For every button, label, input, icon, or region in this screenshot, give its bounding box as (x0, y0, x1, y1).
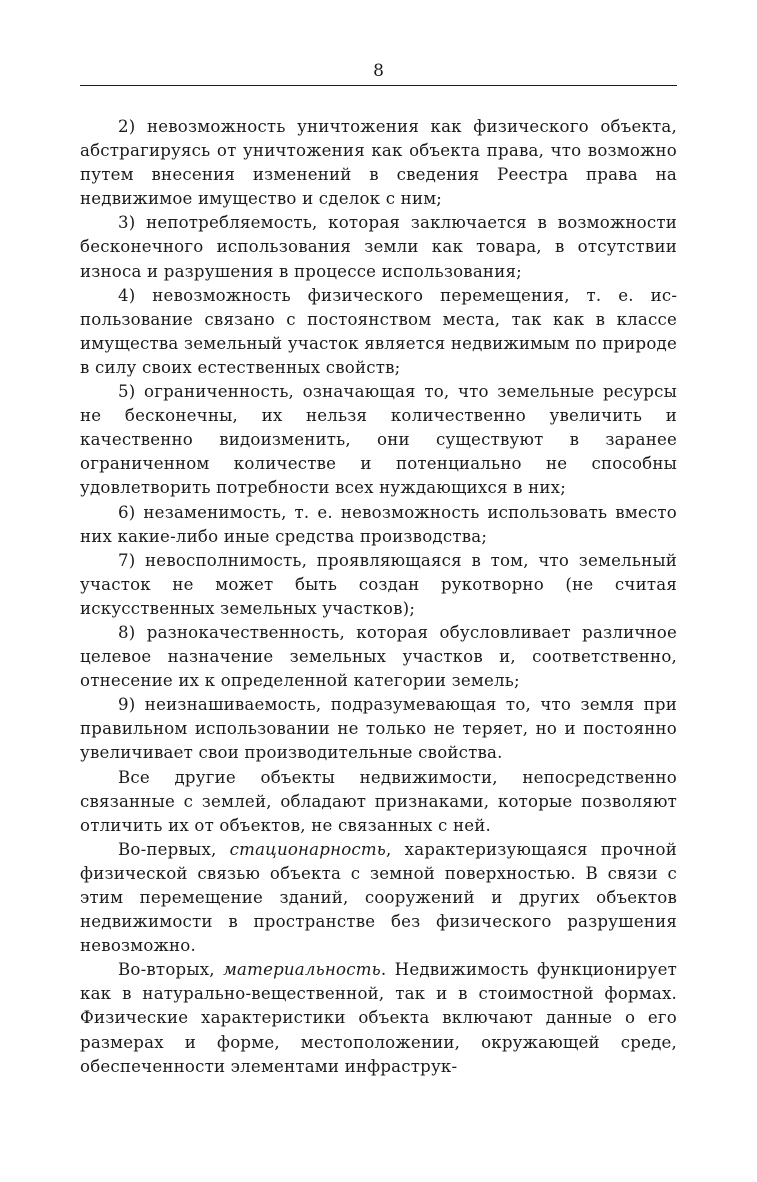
paragraph-item-6: 6) незаменимость, т. е. невозможность использовать вместо них какие-либо иные средства производства; (80, 502, 677, 546)
paragraph-other-objects: Все другие объекты недвижимости, непосредственно связанные с землей, обладают признаками, которые позволяют отличить их от объектов, не связанных с ней. (80, 767, 677, 835)
materiality-term: материальность (223, 960, 381, 980)
stationarity-rest: , характеризующаяся прочной физической связью объекта с земной поверхностью. В связи с этим перемещение зданий, сооружений и других объектов недвижимости в пространстве без физического разрушения невозможно. (80, 839, 678, 956)
paragraph-item-9: 9) неизнашиваемость, подразумевающая то, что земля при правильном использовании не только не теряет, но и постоянно увеличивает свои производительные свойства. (80, 695, 677, 763)
paragraph-item-4: 4) невозможность физического перемещения, т. е. использование связано с постоянством места, так как в классе имущества земельный участок является недвижимым по природе в силу своих естественных свойств; (80, 285, 677, 377)
paragraph-item-2: 2) невозможность уничтожения как физического объекта, абстрагируясь от уничтожения как объекта права, что возможно путем внесения изменений в сведения Реестра права на недвижимое имущество и сделок с ним; (80, 117, 677, 209)
materiality-lead: Во-вторых, (118, 960, 224, 980)
paragraph-materiality (80, 958, 677, 1078)
body-text (80, 115, 677, 1079)
paragraph-item-5: 5) ограниченность, означающая то, что земельные ресурсы не бесконечны, их нельзя количественно увеличить и качественно видоизменить, они существуют в заранее ограниченном количестве и потенциально не способны удовлетворить потребности всех нуждающихся в них; (80, 382, 677, 498)
stationarity-lead: Во-первых, (118, 839, 230, 859)
paragraph-item-8: 8) разнокачественность, которая обусловливает различное целевое назначение земельных участков и, соответственно, отнесение их к определенной категории земель; (80, 622, 677, 691)
page-number: 8 (373, 61, 384, 81)
header-rule (80, 85, 677, 86)
paragraph-item-3: 3) непотребляемость, которая заключается в возможности бесконечного использования земли как товара, в отсутствии износа и разрушения в процессе использования; (80, 213, 677, 281)
book-page (80, 0, 677, 1182)
paragraph-item-7: 7) невосполнимость, проявляющаяся в том, что земельный участок не может быть создан рукотворно (не считая искусственных земельных участков); (80, 550, 677, 618)
stationarity-term: стационарность (229, 839, 387, 859)
paragraph-stationarity (80, 838, 677, 958)
materiality-rest: . Недвижимость функционирует как в натурально-вещественной, так и в стоимостной формах. Физические характеристики объекта включают данные о его размерах и форме, местоположении, окружающей среде, обеспеченности элементами инфраструк- (80, 960, 677, 1076)
